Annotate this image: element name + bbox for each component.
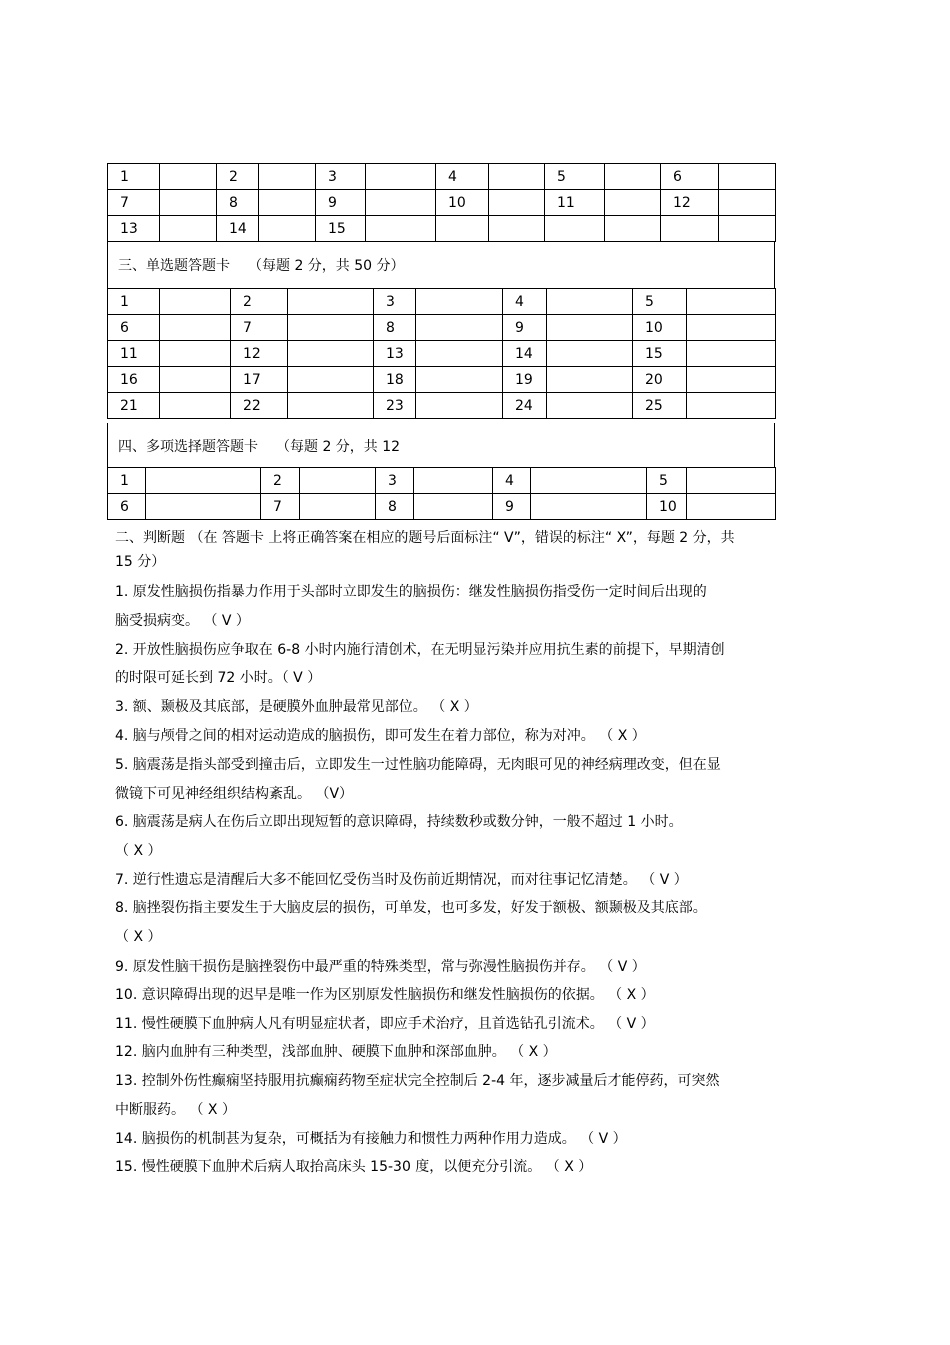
answer-blank-cell[interactable] [288, 289, 374, 315]
answer-blank-cell[interactable] [288, 315, 374, 341]
question-number-cell: 4 [503, 289, 547, 315]
single-choice-answer-grid [107, 288, 776, 419]
answer-blank-cell[interactable] [288, 341, 374, 367]
question-number-cell: 2 [261, 468, 300, 494]
question-number-cell: 20 [633, 367, 687, 393]
question-number-cell: 22 [231, 393, 288, 419]
answer-blank-cell[interactable] [547, 341, 633, 367]
question-number-cell: 11 [108, 341, 160, 367]
answer-blank-cell[interactable] [416, 367, 503, 393]
judgement-item-line: 6. 脑震荡是病人在伤后立即出现短暂的意识障碍，持续数秒或数分钟，一般不超过 1 小时。 [115, 814, 683, 830]
grid_single-row [108, 289, 776, 315]
grid_multi-row [108, 468, 776, 494]
answer-blank-cell[interactable] [416, 289, 503, 315]
answer-blank-cell[interactable] [719, 164, 776, 190]
question-number-cell: 15 [633, 341, 687, 367]
answer-blank-cell[interactable] [414, 494, 493, 520]
answer-blank-cell[interactable] [414, 468, 493, 494]
question-number-cell: 12 [661, 190, 719, 216]
question-number-cell: 2 [231, 289, 288, 315]
answer-blank-cell[interactable] [160, 367, 231, 393]
answer-blank-cell[interactable] [146, 494, 261, 520]
answer-blank-cell[interactable] [259, 164, 316, 190]
answer-blank-cell[interactable] [300, 494, 376, 520]
answer-blank-cell[interactable] [489, 164, 545, 190]
question-number-cell: 9 [503, 315, 547, 341]
question-number-cell: 18 [374, 367, 416, 393]
question-number-cell: 3 [376, 468, 414, 494]
grid_single-row [108, 315, 776, 341]
question-number-cell: 3 [316, 164, 366, 190]
question-number-cell [661, 216, 719, 242]
grid_single-row [108, 393, 776, 419]
judgement-item-line: 2. 开放性脑损伤应争取在 6-8 小时内施行清创术，在无明显污染并应用抗生素的前提下，早期清创 [115, 642, 725, 658]
answer-blank-cell[interactable] [547, 393, 633, 419]
question-number-cell: 5 [633, 289, 687, 315]
question-number-cell: 13 [108, 216, 160, 242]
answer-blank-cell[interactable] [288, 367, 374, 393]
question-number-cell: 1 [108, 468, 146, 494]
answer-blank-cell[interactable] [687, 468, 776, 494]
question-number-cell: 9 [493, 494, 531, 520]
question-number-cell: 11 [545, 190, 605, 216]
judgement-item-line: 3. 额、颞极及其底部，是硬膜外血肿最常见部位。 （ X ） [115, 699, 478, 715]
judgement-item-line: 12. 脑内血肿有三种类型，浅部血肿、硬膜下血肿和深部血肿。 （ X ） [115, 1044, 557, 1060]
question-number-cell: 24 [503, 393, 547, 419]
section3-title: 三、单选题答题卡 [118, 257, 230, 274]
answer-blank-cell[interactable] [416, 315, 503, 341]
question-number-cell: 10 [647, 494, 687, 520]
answer-blank-cell[interactable] [366, 216, 436, 242]
question-number-cell: 10 [633, 315, 687, 341]
judgement-item-line: 1. 原发性脑损伤指暴力作用于头部时立即发生的脑损伤：继发性脑损伤指受伤一定时间后出现的 [115, 584, 707, 600]
question-number-cell: 3 [374, 289, 416, 315]
section4-caption [107, 423, 775, 468]
answer-blank-cell[interactable] [160, 164, 217, 190]
question-number-cell: 23 [374, 393, 416, 419]
answer-blank-cell[interactable] [547, 289, 633, 315]
section3-note: （每题 2 分，共 50 分） [248, 257, 405, 274]
answer-blank-cell[interactable] [366, 190, 436, 216]
question-number-cell: 8 [217, 190, 259, 216]
grid_multi-row [108, 494, 776, 520]
answer-blank-cell[interactable] [259, 216, 316, 242]
answer-blank-cell[interactable] [160, 190, 217, 216]
judgement-item-line: 13. 控制外伤性癫痫坚持服用抗癫痫药物至症状完全控制后 2-4 年，逐步减量后才能停药，可突然 [115, 1073, 720, 1089]
question-number-cell: 17 [231, 367, 288, 393]
grid_single-row [108, 367, 776, 393]
question-number-cell: 4 [436, 164, 489, 190]
answer-blank-cell[interactable] [288, 393, 374, 419]
answer-blank-cell[interactable] [687, 393, 776, 419]
question-number-cell: 8 [374, 315, 416, 341]
judgement-item-line: 微镜下可见神经组织结构紊乱。 （V） [115, 786, 354, 802]
judgement-item-line: 5. 脑震荡是指头部受到撞击后，立即发生一过性脑功能障碍，无肉眼可见的神经病理改变，但在显 [115, 757, 721, 773]
answer-blank-cell[interactable] [160, 341, 231, 367]
question-number-cell [545, 216, 605, 242]
question-number-cell: 21 [108, 393, 160, 419]
answer-blank-cell[interactable] [687, 315, 776, 341]
question-number-cell: 1 [108, 164, 160, 190]
tf-answer-grid [107, 163, 776, 242]
answer-blank-cell[interactable] [160, 289, 231, 315]
question-number-cell: 14 [503, 341, 547, 367]
answer-blank-cell[interactable] [719, 190, 776, 216]
answer-blank-cell[interactable] [719, 216, 776, 242]
question-number-cell: 1 [108, 289, 160, 315]
judgement-heading: 二、判断题 （在 答题卡 上将正确答案在相应的题号后面标注“ V”，错误的标注“ X”，每题 2 分，共 [115, 530, 735, 546]
judgement-item-line: 7. 逆行性遗忘是清醒后大多不能回忆受伤当时及伤前近期情况，而对往事记忆清楚。 （ V ） [115, 872, 688, 888]
multi-choice-answer-grid [107, 467, 776, 520]
question-number-cell: 7 [231, 315, 288, 341]
question-number-cell: 7 [108, 190, 160, 216]
judgement-item-line: 8. 脑挫裂伤指主要发生于大脑皮层的损伤，可单发，也可多发，好发于额极、额颞极及其底部。 [115, 900, 707, 916]
judgement-item-line: 4. 脑与颅骨之间的相对运动造成的脑损伤，即可发生在着力部位，称为对冲。 （ X ） [115, 728, 646, 744]
judgement-item-line: 14. 脑损伤的机制甚为复杂，可概括为有接触力和惯性力两种作用力造成。 （ V ） [115, 1131, 627, 1147]
question-number-cell: 6 [661, 164, 719, 190]
judgement-item-line: 中断服药。 （ X ） [115, 1102, 236, 1118]
question-number-cell: 10 [436, 190, 489, 216]
answer-blank-cell[interactable] [687, 289, 776, 315]
answer-blank-cell[interactable] [160, 216, 217, 242]
question-number-cell: 12 [231, 341, 288, 367]
judgement-item-line: 11. 慢性硬膜下血肿病人凡有明显症状者，即应手术治疗，且首选钻孔引流术。 （ V ） [115, 1016, 655, 1032]
judgement-item-line: 的时限可延长到 72 小时。（ V ） [115, 670, 322, 686]
answer-blank-cell[interactable] [489, 216, 545, 242]
answer-blank-cell[interactable] [366, 164, 436, 190]
answer-blank-cell[interactable] [160, 393, 231, 419]
grid_single-row [108, 341, 776, 367]
answer-blank-cell[interactable] [160, 315, 231, 341]
answer-blank-cell[interactable] [416, 341, 503, 367]
judgement-item-line: 10. 意识障碍出现的迟早是唯一作为区别原发性脑损伤和继发性脑损伤的依据。 （ X ） [115, 987, 655, 1003]
answer-blank-cell[interactable] [605, 190, 661, 216]
answer-blank-cell[interactable] [547, 367, 633, 393]
question-number-cell [436, 216, 489, 242]
answer-blank-cell[interactable] [687, 494, 776, 520]
judgement-item-line: （ X ） [115, 929, 162, 945]
question-number-cell: 19 [503, 367, 547, 393]
answer-blank-cell[interactable] [489, 190, 545, 216]
judgement-item-line: 15. 慢性硬膜下血肿术后病人取抬高床头 15-30 度，以便充分引流。 （ X ） [115, 1159, 593, 1175]
question-number-cell: 13 [374, 341, 416, 367]
question-number-cell: 16 [108, 367, 160, 393]
section4-title: 四、多项选择题答题卡 [118, 438, 258, 455]
question-number-cell: 5 [647, 468, 687, 494]
grid_tf-row [108, 164, 776, 190]
question-number-cell: 8 [376, 494, 414, 520]
judgement-item-line: （ X ） [115, 843, 162, 859]
question-number-cell: 14 [217, 216, 259, 242]
judgement-item-line: 脑受损病变。 （ V ） [115, 613, 250, 629]
section4-note: （每题 2 分，共 12 [276, 438, 401, 455]
judgement-heading-cont: 15 分） [115, 554, 166, 570]
section3-caption [107, 241, 775, 288]
answer-blank-cell[interactable] [300, 468, 376, 494]
question-number-cell: 9 [316, 190, 366, 216]
answer-blank-cell[interactable] [605, 216, 661, 242]
answer-blank-cell[interactable] [259, 190, 316, 216]
answer-blank-cell[interactable] [687, 367, 776, 393]
question-number-cell: 4 [493, 468, 531, 494]
question-number-cell: 6 [108, 494, 146, 520]
answer-blank-cell[interactable] [146, 468, 261, 494]
question-number-cell: 15 [316, 216, 366, 242]
answer-blank-cell[interactable] [605, 164, 661, 190]
judgement-item-line: 9. 原发性脑干损伤是脑挫裂伤中最严重的特殊类型，常与弥漫性脑损伤并存。 （ V ） [115, 959, 646, 975]
question-number-cell: 6 [108, 315, 160, 341]
grid_tf-row [108, 190, 776, 216]
answer-blank-cell[interactable] [531, 468, 647, 494]
answer-blank-cell[interactable] [687, 341, 776, 367]
answer-blank-cell[interactable] [531, 494, 647, 520]
question-number-cell: 25 [633, 393, 687, 419]
grid_tf-row [108, 216, 776, 242]
answer-blank-cell[interactable] [416, 393, 503, 419]
question-number-cell: 5 [545, 164, 605, 190]
answer-blank-cell[interactable] [547, 315, 633, 341]
question-number-cell: 2 [217, 164, 259, 190]
question-number-cell: 7 [261, 494, 300, 520]
